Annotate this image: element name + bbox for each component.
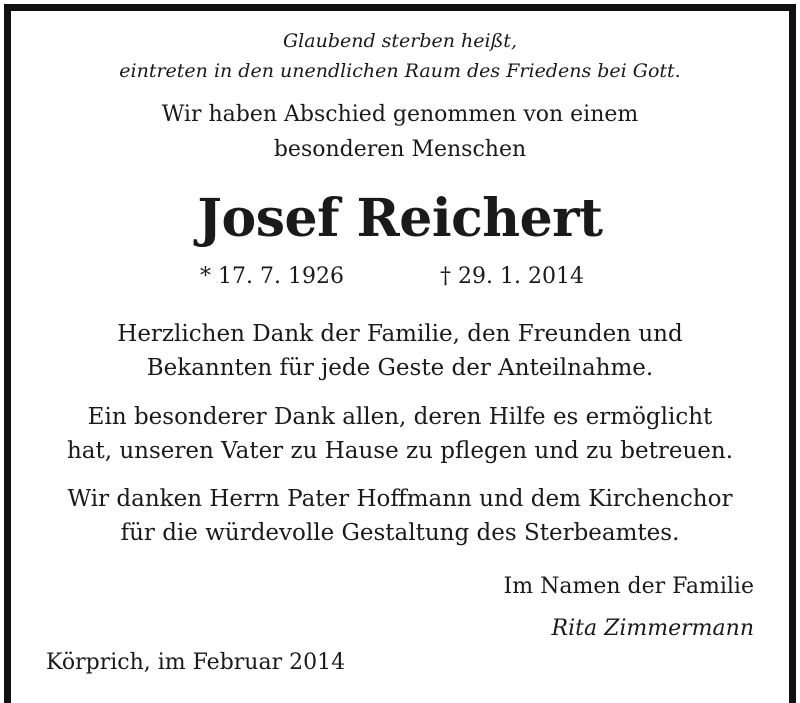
thanks-2-line-1: Ein besonderer Dank allen, deren Hilfe es ermöglicht [87,404,713,430]
on-behalf-of-family: Im Namen der Familie [503,574,754,599]
motto-line-2: eintreten in den unendlichen Raum des Friedens bei Gott. [119,60,681,82]
intro-line-1: Wir haben Abschied genommen von einem [161,102,639,127]
death-date: † 29. 1. 2014 [440,264,584,289]
thanks-2-line-2: hat, unseren Vater zu Hause zu pflegen und zu betreuen. [66,438,734,464]
thanks-3-line-1: Wir danken Herrn Pater Hoffmann und dem Kirchenchor [67,486,733,512]
deceased-name: Josef Reichert [197,188,603,249]
place-and-date: Körprich, im Februar 2014 [46,650,346,675]
intro-line-2: besonderen Menschen [273,137,527,162]
birth-date: * 17. 7. 1926 [200,264,344,289]
thanks-3-line-2: für die würdevolle Gestaltung des Sterbeamtes. [120,520,680,546]
thanks-1-line-2: Bekannten für jede Geste der Anteilnahme. [146,355,654,381]
thanks-1-line-1: Herzlichen Dank der Familie, den Freunden und [117,321,683,347]
signer-name: Rita Zimmermann [551,616,754,641]
motto-line-1: Glaubend sterben heißt, [283,30,517,52]
